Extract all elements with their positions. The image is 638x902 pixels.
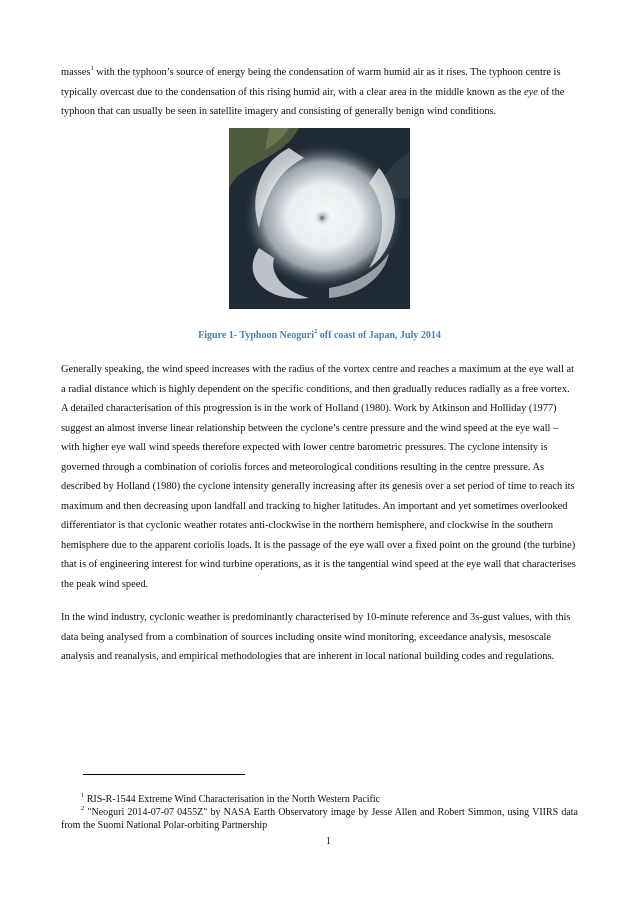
footnote-ref-1[interactable]: 1	[90, 65, 94, 72]
footnote-divider	[83, 774, 245, 775]
intro-text-b: with the typhoon’s source of energy being the condensation of warm humid air as it rises. The typhoon centre is typically overcast due to the condensation of this rising humid air, with a clear area in the middle known as the	[61, 67, 561, 98]
footnote-ref-2[interactable]: 2	[313, 328, 318, 335]
page-number: 1	[326, 836, 331, 847]
intro-text-c: of the typhoon that can usually be seen in satellite imagery and consisting of generally benign wind conditions.	[61, 86, 565, 117]
figure-caption	[61, 330, 578, 341]
eye-term: eye	[524, 86, 538, 98]
footnote-text: "Neoguri 2014-07-07 0455Z" by NASA Earth Observatory image by Jesse Allen and Robert Simmon, using VIIRS data from the Suomi National Polar-orbiting Partnership	[61, 807, 578, 831]
footnote-mark: 2	[81, 805, 85, 812]
body-paragraph-3: In the wind industry, cyclonic weather is predominantly characterised by 10-minute reference and 3s-gust values, with this data being analysed from a combination of sources including onsite wind monitoring, exceedance analysis, mesoscale analysis and reanalysis, and empirical methodologies that are inherent in local national building codes and regulations.	[61, 612, 571, 662]
intro-paragraph	[61, 63, 578, 122]
caption-text-tail: off coast of Japan, July 2014	[317, 330, 441, 341]
intro-text-a: masses	[61, 67, 91, 78]
footnote-mark: 1	[81, 792, 85, 799]
body-paragraph-2: Generally speaking, the wind speed increases with the radius of the vortex centre and reaches a maximum at the eye wall at a radial distance which is highly dependent on the specific conditions, and then gradually reduces radially as a free vortex. A detailed characterisation of this progression is in the work of Holland (1980). Work by Atkinson and Holliday (1977) suggest an almost inverse linear relationship between the cyclone’s centre pressure and the wind speed at the eye wall – with higher eye wall wind speeds therefore expected with lower centre barometric pressures. The cyclone intensity is governed through a combination of coriolis forces and meteorological conditions resulting in the centre pressure. As described by Holland (1980) the cyclone intensity generally increasing after its genesis over a set period of time to reach its maximum and then decreasing upon landfall and tracking to higher latitudes. An important and yet sometimes overlooked differentiator is that cyclonic weather rotates anti-clockwise in the northern hemisphere, and clockwise in the southern hemisphere due to the apparent coriolis loads. It is the passage of the eye wall over a fixed point on the ground (the turbine) that is of engineering interest for wind turbine operations, as it is the tangential wind speed at the eye wall that characterises the peak wind speed.	[61, 364, 576, 590]
footnote-2	[61, 806, 578, 832]
footnote-text: RIS-R-1544 Extreme Wind Characterisation in the North Western Pacific	[84, 794, 381, 805]
footnote-1	[61, 793, 578, 806]
typhoon-satellite-image	[229, 128, 410, 309]
caption-text: Figure 1- Typhoon Neoguri	[198, 330, 314, 341]
